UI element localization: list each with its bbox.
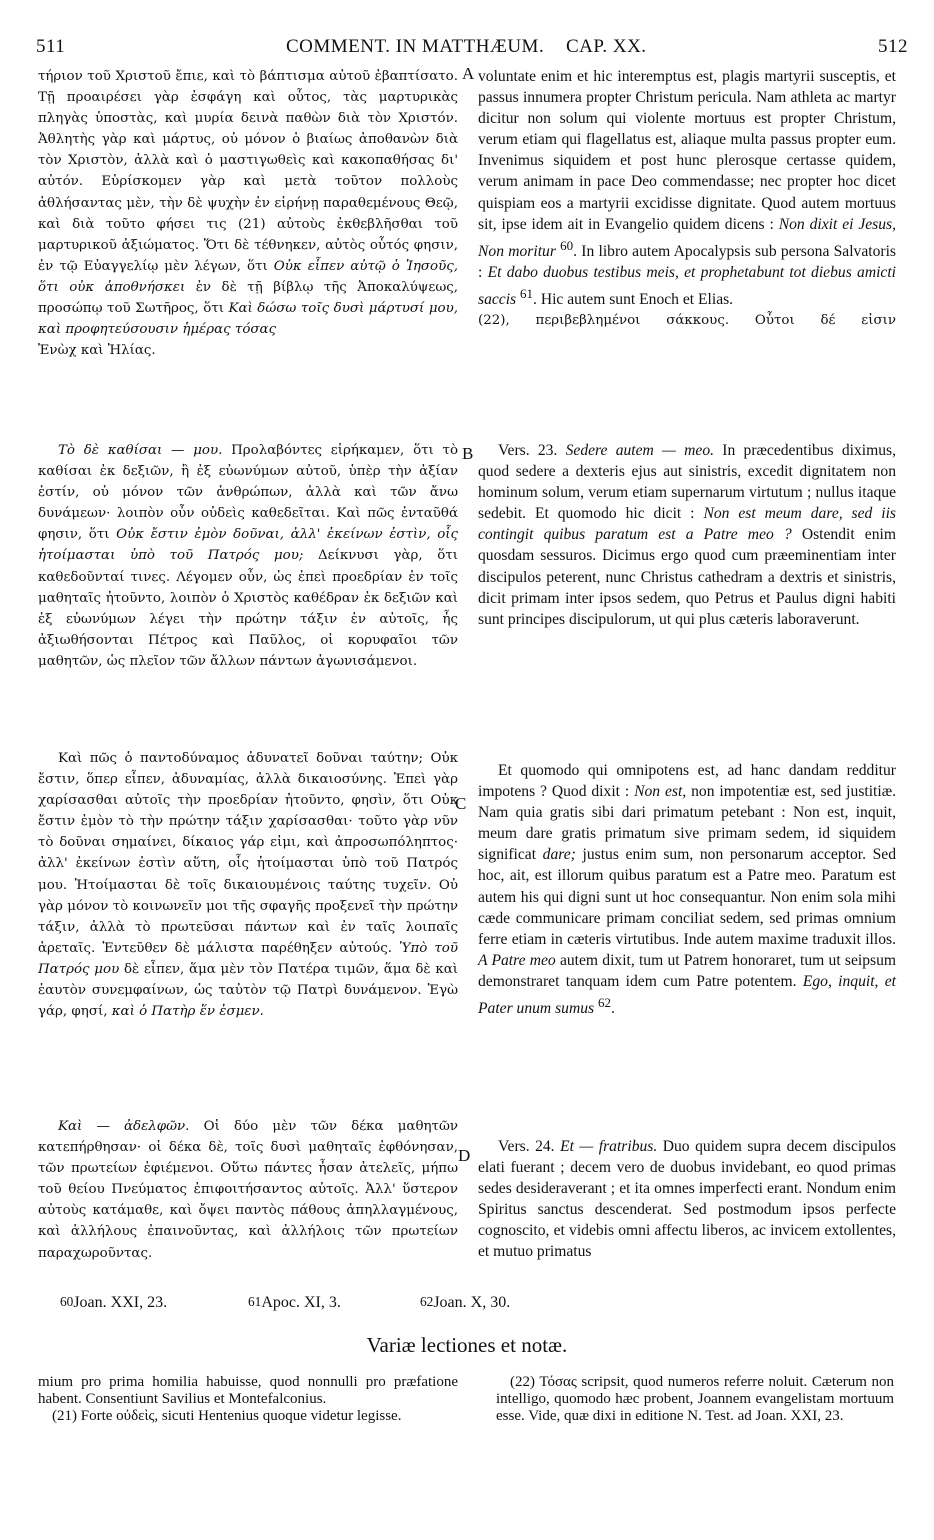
latin-paragraph-2: Vers. 23. Sedere autem — meo. In præcedentibus diximus, quod sedere a dexteris ejus aut sinistris, excedit dignitatem non hominum solum, verum etiam supernarum virtutum ; nullus itaque sedebit. Et quomodo hic dicit : Non est meum dare, sed iis contingit quibus paratum est a Patre meo ? Ostendit enim quosdam sessuros. Dicimus ergo quod cum præeminentiam inter discipulos peterent, nunc Christus cathedram a dextris et sinistris, dicit primam inter ipsos sedem, quo Petrus et Paulus digni habiti sunt principes discipulorum, ut qui plus cæteris laboraverunt.: [478, 442, 896, 628]
footnote-ref-62: 62: [598, 995, 611, 1011]
left-page-number: 511: [36, 36, 66, 57]
marker-c: C: [455, 794, 467, 813]
notes-title: Variæ lectiones et notæ.: [366, 1333, 568, 1357]
latin-paragraph-1: voluntate enim et hic interemptus est, plagis martyrii susceptis, et passus innumera propter Christum pericula. Nam athleta ac martyr dicitur non solum qui violente mortuus est propter Christum, verum etiam qui flagellatus est, aliaque multa passus propter eum. Invenimus siquidem et post hunc plerosque certasse quidem, verum animam in pace Deo commendasse; nec propter hoc dicet quispiam eos a martyrii excidisse dignitate. Quod autem mortuus sit, ipse idem ait in Evangelio quidem dicens : Non dixit ei Jesus, Non moritur $^{60}$. In libro autem Apocalypsis sub persona Salvatoris : Et dabo duobus testibus meis, et prophetabunt tot diebus amicti saccis $^{61}$. Hic autem sunt Enoch et Elias. (22), περιβεβλημένοι σάκκους. Οὗτοι δέ εἰσιν: [478, 68, 897, 329]
greek-paragraph-4: Καὶ — ἀδελφῶν. Οἱ δύο μὲν τῶν δέκα μαθητῶν κατεπήρθησαν· οἱ δέκα δὲ, τοῖς δυσὶ μαθηταῖς ἐφθόνησαν, τῶν πρωτείων ἐφιέμενοι. Οὕτω πάντες ἦσαν ἀτελεῖς, μήπω τοῦ θείου Πνεύματος ἐπιφοιτήσαντος αὐτοῖς. Ἀλλ' ὕστερον αὐτοὺς κατάμαθε, καὶ ὄψει παντὸς πάθους ἀπηλλαγμένους, καὶ ἀλλήλους ἐπαινοῦντας, καὶ ἀλλήλοις τῶν πρωτείων παραχωροῦντας.: [38, 1119, 459, 1261]
latin-paragraph-3: Et quomodo qui omnipotens est, ad hanc dandam redditur impotens ? Quod dixit : Non est, non impotentiæ est, sed justitiæ. Nam quia gratis sibi dari primatum petebant : Non est, inquit, meum dare gratis primatum sive primam sedem, id siquidem significat dare; justus enim sum, non personarum acceptor. Sed hoc, ait, est illorum quibus paratum est a Patre meo. Paratum est autem his qui digni sunt ut hoc consequantur. Non enim sola mihi cæde communicare primam conciliat sedem, sed primas omnium ferre etiam in cæteris virtutibus. Inde autem maxime traduxit illos. A Patre meo autem dixit, tum ut Patrem honoraret, tum ut seipsum demonstraret tanquam idem cum Patre potentem. Ego, inquit, et Pater unum sumus $^{62}$.: [478, 762, 897, 1018]
note-22: (22) Τόσας scripsit, quod numeros referre noluit. Cæterum non intelligo, quomodo hæc probent, Joannem evangelistam mortuum esse. Vide, quæ dixi in editione N. Test. ad Joan. XXI, 23.: [496, 1374, 894, 1424]
greek-continuation-line: (22), περιβεβλημένοι σάκκους. Οὗτοι δέ εἰσιν: [478, 313, 896, 329]
running-header: [36, 36, 908, 60]
footnote-61: $^{61}$ Apoc. XI, 3.: [248, 1294, 341, 1311]
note-21: (21) Forte οὐδεὶς, sicuti Hentenius quoque videtur legisse.: [52, 1408, 402, 1424]
footnote-60: $^{60}$ Joan. XXI, 23.: [60, 1294, 168, 1311]
footnote-ref-61: 61: [520, 286, 534, 302]
notes-right-column: [496, 1374, 894, 1425]
right-page-number: 512: [878, 36, 908, 57]
running-title: COMMENT. IN MATTHÆUM.: [286, 36, 545, 57]
marker-b: B: [462, 444, 474, 463]
marker-a: A: [462, 64, 475, 83]
marker-d: D: [458, 1146, 471, 1165]
greek-paragraph-1: τήριον τοῦ Χριστοῦ ἔπιε, καὶ τὸ βάπτισμα αὐτοῦ ἐβαπτίσατο. Τῇ προαιρέσει γὰρ ἐσφάγη καὶ οὗτος, τὰς μαρτυρικὰς πληγὰς ὑποστὰς, καὶ μυρία δεινὰ παθὼν διὰ τὸν Χριστόν. Ἀθλητὴς γὰρ καὶ μάρτυς, οὐ μόνον ὁ βιαίως ἀποθανὼν διὰ τὸν Χριστὸν, ἀλλὰ καὶ ὁ μαστιγωθεὶς καὶ κακοπαθήσας δι' αὐτόν. Εὑρίσκομεν γὰρ καὶ μετὰ τοῦτον πολλοὺς ἀθλήσαντας μὲν, τὴν δὲ ψυχὴν ἐν εἰρήνῃ παραθεμένους Θεῷ, καὶ διὰ τοῦτο φήσει τις (21) αὐτοὺς ἐκθεβλῆσθαι τοῦ μαρτυρικοῦ ἀξιώματος. Ὅτι δὲ τέθνηκεν, αὐτὸς οὗτός φησιν, ἐν τῷ Εὐαγγελίῳ μὲν λέγων, ὅτι Οὐκ εἶπεν αὐτῷ ὁ Ἰησοῦς, ὅτι οὐκ ἀποθνήσκει ἐν δὲ τῇ βίβλῳ τῆς Ἀποκαλύψεως, προσώπῳ τοῦ Σωτῆρος, ὅτι Καὶ δώσω τοῖς δυσὶ μάρτυσί μου, καὶ προφητεύσουσιν ἡμέρας τόσας Ἐνὼχ καὶ Ἠλίας.: [38, 69, 458, 359]
latin-paragraph-4: Vers. 24. Et — fratribus. Duo quidem supra decem discipulos elati fuerant ; decem vero de duobus invidebant, eo quod primas sedes desideraverant ; et ita omnes imperfecti erant. Nondum enim Spiritus sanctus descenderat. Sed postmodum ipsos perfecte cognoscito, et videbis omni affectu liberos, ac invicem extollentes, et mutuo primatus: [478, 1138, 896, 1261]
footnote-62: $^{62}$ Joan. X, 30.: [420, 1294, 511, 1311]
notes-left-column: [38, 1374, 458, 1425]
note-left-1: mium pro prima homilia habuisse, quod nonnulli pro præfatione habent. Consentiunt Savilius et Montefalconius.: [38, 1374, 458, 1407]
greek-paragraph-2: Τὸ δὲ καθίσαι — μου. Προλαβόντες εἰρήκαμεν, ὅτι τὸ καθίσαι ἐκ δεξιῶν, ἢ ἐξ εὐωνύμων αὐτοῦ, ὑπὲρ τὴν ἀξίαν ἐστίν, οὐ μόνον τῶν ἀνθρώπων, ἀλλὰ καὶ τῶν ἄνω δυνάμεων· λοιπὸν οὖν οὐδεὶς καθεδεῖται. Καὶ πῶς ἐνταῦθά φησιν, ὅτι Οὐκ ἔστιν ἐμὸν δοῦναι, ἀλλ' ἐκείνων ἐστὶν, οἷς ἡτοίμασται ὑπὸ τοῦ Πατρός μου; Δείκνυσι γὰρ, ὅτι καθεδοῦνταί τινες. Λέγομεν οὖν, ὡς ἐπεὶ προεδρίαν ἐν τοῖς μαθηταῖς ἠτοῦντο, λοιπὸν ὁ Χριστὸς καθέδραν ἐκ δεξιῶν καὶ ἐξ εὐωνύμων λέγει τὴν πρώτην τάξιν ἐν αὐτοῖς, ἧς ἀξιωθήσονται Πέτρος καὶ Παῦλος, οἱ κορυφαῖοι τῶν μαθητῶν, ὡς πλεῖον τῶν ἄλλων πάντων ἀγωνισάμενοι.: [38, 443, 459, 669]
footnote-ref-60: 60: [560, 237, 574, 253]
chapter-label: CAP. XX.: [566, 36, 647, 57]
greek-paragraph-3: Καὶ πῶς ὁ παντοδύναμος ἀδυνατεῖ δοῦναι ταύτην; Οὐκ ἔστιν, ὅπερ εἶπεν, ἀδυναμίας, ἀλλὰ δικαιοσύνης. Ἐπεὶ γὰρ χαρίσασθαι αὐτοῖς τὴν προεδρίαν ἠτοῦντο, φησὶν, ὅτι Οὐκ ἔστιν ἐμὸν τὸ τὴν πρώτην τάξιν χαρίσασθαι· τοῦτο γὰρ νῦν τὸ δοῦναι σημαίνει, δίκαιος γάρ εἰμι, καὶ ἀπροσωπόληπτος· ἀλλ' ἐκείνων ἐστὶν αὕτη, οἷς ἡτοίμασται ὑπὸ τοῦ Πατρός μου. Ἡτοίμασται δὲ τοῖς δικαιουμένοις ταύτης τυχεῖν. Οὐ γὰρ μόνον τὸ κοινωνεῖν μοι τῆς σφαγῆς προξενεῖ τὴν πρώτην τάξιν, ἀλλὰ τὸ πρωτεῦσαι πάντων καὶ ἐν ταῖς λοιπαῖς ἀρεταῖς. Ἐντεῦθεν δὲ μάλιστα παρέθηξεν αὐτούς. Ὑπὸ τοῦ Πατρός μου δὲ εἶπεν, ἅμα μὲν τὸν Πατέρα τιμῶν, ἅμα δὲ καὶ ἑαυτὸν συνεμφαίνων, ὡς ταὐτὸν τῷ Πατρὶ δυνάμενον. Ἐγὼ γάρ, φησί, καὶ ὁ Πατὴρ ἕν ἐσμεν.: [38, 751, 459, 1020]
